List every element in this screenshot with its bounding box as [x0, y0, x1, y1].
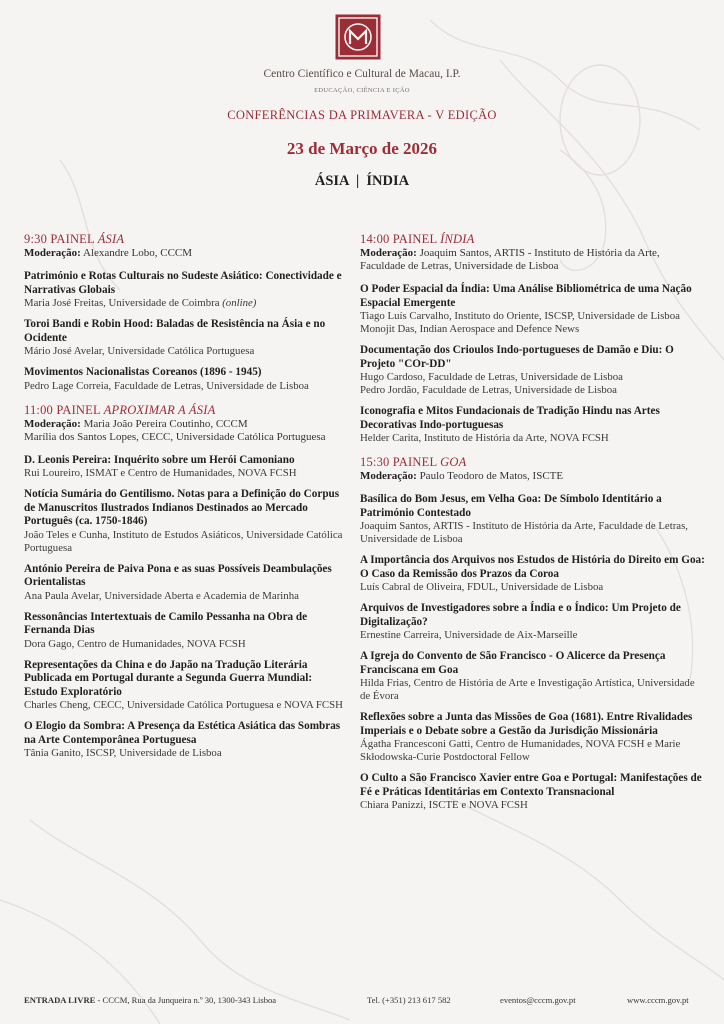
moderator: Joaquim Santos, ARTIS - Instituto de História da Arte, Faculdade de Letras, Universidade de Lisboa	[360, 247, 660, 272]
cccm-logo	[335, 14, 381, 60]
org-subtitle: EDUCAÇÃO, CIÊNCIA E IÇÃO	[314, 87, 410, 94]
talk-author: Ernestine Carreira, Universidade de Aix-Marseille	[360, 629, 578, 641]
author-note: (online)	[222, 297, 257, 309]
moderation	[24, 247, 344, 260]
footer-email[interactable]: eventos@cccm.gov.pt	[500, 995, 576, 1005]
talk-title: Património e Rotas Culturais no Sudeste Asiático: Conectividade e Narrativas Globais	[24, 270, 342, 296]
talk-title: Movimentos Nacionalistas Coreanos (1896 - 1945)	[24, 366, 262, 378]
talk-author-2: Pedro Jordão, Faculdade de Letras, Universidade de Lisboa	[360, 384, 617, 396]
talk-title: O Elogio da Sombra: A Presença da Estética Asiática das Sombras na Arte Contemporânea Portuguesa	[24, 720, 341, 746]
moderation-label: Moderação:	[360, 470, 417, 482]
talk-title: O Poder Espacial da Índia: Uma Análise Bibliométrica de uma Nação Espacial Emergente	[360, 283, 692, 309]
talk-author: João Teles e Cunha, Instituto de Estudos Asiáticos, Universidade Católica Portuguesa	[24, 528, 343, 554]
moderation-label: Moderação:	[360, 247, 417, 259]
panel-name: APROXIMAR A ÁSIA	[103, 402, 216, 417]
talk	[24, 454, 344, 481]
moderator-2: Marília dos Santos Lopes, CECC, Universidade Católica Portuguesa	[24, 430, 326, 443]
talk-author	[24, 297, 344, 310]
talk-title: António Pereira de Paiva Pona e as suas Possíveis Deambulações Orientalistas	[24, 562, 332, 588]
panel-india	[360, 232, 706, 445]
panel-time: 15:30 PAINEL	[360, 455, 441, 469]
talk-title: Arquivos de Investigadores sobre a Índia e o Índico: Um Projeto de Digitalização?	[360, 602, 681, 628]
moderation-label: Moderação:	[24, 417, 81, 430]
talk-title: D. Leonis Pereira: Inquérito sobre um Herói Camoniano	[24, 453, 295, 466]
talk	[24, 366, 344, 393]
entry-label: ENTRADA LIVRE	[24, 995, 96, 1005]
footer-address	[24, 995, 276, 1005]
talk-author: Luís Cabral de Oliveira, FDUL, Universidade de Lisboa	[360, 581, 604, 593]
talk-title: Documentação dos Crioulos Indo-portugueses de Damão e Diu: O Projeto "COr-DD"	[360, 344, 674, 370]
panel-heading	[360, 232, 706, 247]
author-text: Maria José Freitas, Universidade de Coimbra	[24, 297, 223, 309]
panel-goa	[360, 455, 706, 812]
panel-name: ÁSIA	[97, 232, 125, 246]
talk-title: Basílica do Bom Jesus, em Velha Goa: De Símbolo Identitário a Património Contestado	[360, 493, 662, 519]
talk	[360, 650, 706, 703]
panel-name: GOA	[440, 455, 467, 469]
talk	[24, 659, 344, 713]
panel-aproximar-asia	[24, 403, 344, 761]
talk-author-2: Monojit Das, Indian Aerospace and Defence News	[360, 323, 580, 335]
talk	[360, 711, 706, 764]
conference-date: 23 de Março de 2026	[286, 139, 438, 158]
footer-website[interactable]: www.cccm.gov.pt	[627, 995, 689, 1005]
talk	[24, 720, 344, 760]
talk-author: Dora Gago, Centro de Humanidades, NOVA FCSH	[24, 637, 246, 650]
talk	[360, 602, 706, 642]
panel-heading	[24, 232, 344, 247]
talk	[24, 611, 344, 651]
talk-title: A Igreja do Convento de São Francisco - O Alicerce da Presença Franciscana em Goa	[360, 650, 666, 676]
talk-author: Tânia Ganito, ISCSP, Universidade de Lisboa	[24, 747, 222, 759]
talk-author: Helder Carita, Instituto de História da Arte, NOVA FCSH	[360, 432, 609, 444]
org-name: Centro Científico e Cultural de Macau, I.P.	[263, 68, 461, 80]
moderator: Paulo Teodoro de Matos, ISCTE	[416, 470, 564, 482]
panel-time: 11:00 PAINEL	[24, 402, 104, 417]
conference-regions: ÁSIA | ÍNDIA	[314, 173, 410, 189]
panel-asia	[24, 232, 344, 393]
conference-title: CONFERÊNCIAS DA PRIMAVERA - V EDIÇÃO	[227, 108, 497, 122]
footer-phone: Tel. (+351) 213 617 582	[367, 995, 451, 1005]
talk-author: Hugo Cardoso, Faculdade de Letras, Universidade de Lisboa	[360, 371, 623, 383]
talk-title: Iconografia e Mitos Fundacionais de Tradição Hindu nas Artes Decorativas Indo-portuguesas	[360, 405, 660, 431]
talk-author: Joaquim Santos, ARTIS - Instituto de História da Arte, Faculdade de Letras, Universidade de Lisboa	[360, 520, 688, 545]
moderation	[24, 418, 344, 444]
talk	[360, 405, 706, 445]
moderator: Alexandre Lobo, CCCM	[80, 247, 193, 259]
moderation	[360, 470, 706, 483]
panel-name: ÍNDIA	[440, 232, 475, 246]
talk-author: Tiago Luís Carvalho, Instituto do Oriente, ISCSP, Universidade de Lisboa	[360, 310, 680, 322]
talk	[24, 270, 344, 310]
talk-author: Ana Paula Avelar, Universidade Aberta e Academia de Marinha	[24, 589, 299, 602]
moderation	[360, 247, 706, 273]
talk	[24, 563, 344, 603]
talk-title: Notícia Sumária do Gentilismo. Notas para a Definição do Corpus de Manuscritos Ilustrados Indianos Destinados ao Mercado Português (ca. 1750-1846)	[24, 488, 340, 527]
address-text: - CCCM, Rua da Junqueira n.º 30, 1300-343 Lisboa	[95, 995, 277, 1005]
talk-title: O Culto a São Francisco Xavier entre Goa e Portugal: Manifestações de Fé e Práticas Identitárias em Contexto Transnacional	[360, 772, 702, 798]
talk	[360, 344, 706, 397]
talk-author: Rui Loureiro, ISMAT e Centro de Humanidades, NOVA FCSH	[24, 467, 297, 479]
panel-time: 9:30 PAINEL	[24, 232, 98, 246]
talk-title: Reflexões sobre a Junta das Missões de Goa (1681). Entre Rivalidades Imperiais e o Debate sobre a Gestão da Jurisdição Missionária	[360, 711, 693, 737]
talk-title: Representações da China e do Japão na Tradução Literária Publicada em Portugal durante a Segunda Guerra Mundial: Estudo Exploratório	[24, 658, 313, 698]
talk	[24, 488, 344, 555]
talk	[360, 554, 706, 594]
talk	[24, 318, 344, 358]
talk-author: Chiara Panizzi, ISCTE e NOVA FCSH	[360, 799, 528, 811]
talk-author: Hilda Frias, Centro de História de Arte e Investigação Artística, Universidade de Évora	[360, 677, 695, 702]
talk-author: Mário José Avelar, Universidade Católica Portuguesa	[24, 345, 255, 357]
talk-author: Charles Cheng, CECC, Universidade Católica Portuguesa e NOVA FCSH	[24, 699, 343, 711]
talk-title: A Importância dos Arquivos nos Estudos de História do Direito em Goa: O Caso da Remissão dos Prazos da Coroa	[360, 554, 705, 580]
talk-title: Ressonâncias Intertextuais de Camilo Pessanha na Obra de Fernanda Dias	[24, 610, 308, 636]
talk-title: Toroi Bandi e Robin Hood: Baladas de Resistência na Ásia e no Ocidente	[24, 318, 326, 344]
talk	[360, 493, 706, 546]
talk-author: Ágatha Francesconi Gatti, Centro de Humanidades, NOVA FCSH e Marie Skłodowska-Curie Postdoctoral Fellow	[360, 738, 681, 763]
talk	[360, 283, 706, 336]
left-column	[24, 232, 344, 770]
panel-heading	[360, 455, 706, 470]
panel-time: 14:00 PAINEL	[360, 232, 441, 246]
moderation-label: Moderação:	[24, 247, 81, 259]
talk-author: Pedro Lage Correia, Faculdade de Letras, Universidade de Lisboa	[24, 379, 309, 392]
moderator: Maria João Pereira Coutinho, CCCM	[80, 417, 248, 430]
talk	[360, 772, 706, 812]
right-column	[360, 232, 706, 822]
panel-heading	[24, 403, 344, 418]
